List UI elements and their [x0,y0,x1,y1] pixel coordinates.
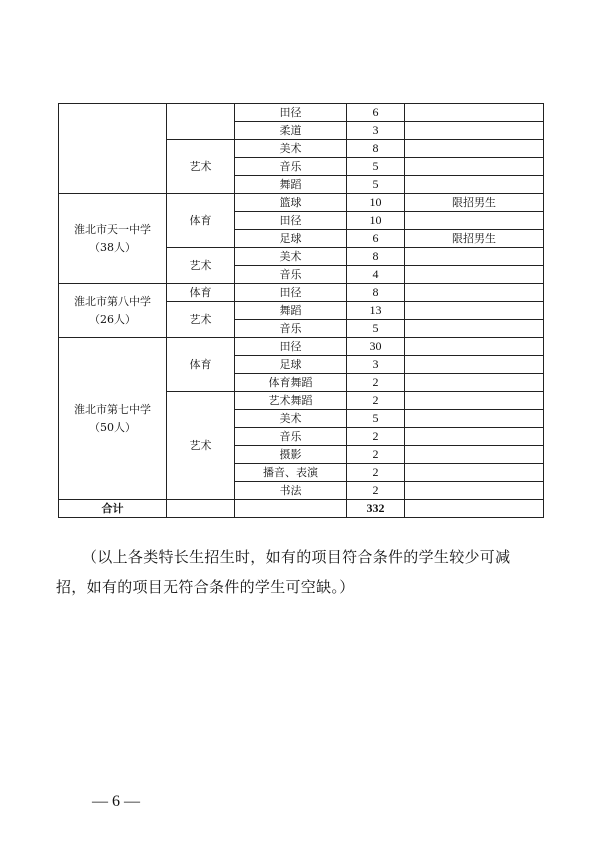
note-cell [405,140,544,158]
count-cell: 8 [347,248,405,266]
note-cell [405,212,544,230]
footnote-line-1: （以上各类特长生招生时，如有的项目符合条件的学生较少可减 [82,548,511,566]
note-cell [405,248,544,266]
item-cell: 篮球 [235,194,347,212]
note-cell [405,464,544,482]
table-row [59,338,544,356]
table-row [59,104,544,122]
item-cell: 艺术舞蹈 [235,392,347,410]
footnote-line-2: 招，如有的项目无符合条件的学生可空缺。） [56,578,355,596]
school-cell: 淮北市第七中学 （50人） [59,338,167,500]
count-cell: 30 [347,338,405,356]
item-cell: 播音、表演 [235,464,347,482]
count-cell: 5 [347,320,405,338]
empty-cell [405,500,544,518]
item-cell: 舞蹈 [235,302,347,320]
category-cell: 艺术 [167,302,235,338]
count-cell: 3 [347,356,405,374]
count-cell: 3 [347,122,405,140]
item-cell: 美术 [235,410,347,428]
item-cell: 田径 [235,338,347,356]
item-cell: 舞蹈 [235,176,347,194]
category-cell [167,104,235,140]
count-cell: 6 [347,230,405,248]
category-cell: 艺术 [167,392,235,500]
note-cell [405,482,544,500]
note-cell: 限招男生 [405,230,544,248]
count-cell: 2 [347,374,405,392]
count-cell: 2 [347,392,405,410]
enrollment-table [58,103,544,518]
footnote [56,542,552,602]
note-cell [405,410,544,428]
item-cell: 足球 [235,230,347,248]
count-cell: 8 [347,284,405,302]
category-cell: 体育 [167,338,235,392]
count-cell: 10 [347,194,405,212]
count-cell: 8 [347,140,405,158]
note-cell [405,266,544,284]
item-cell: 体育舞蹈 [235,374,347,392]
note-cell [405,320,544,338]
count-cell: 6 [347,104,405,122]
note-cell [405,446,544,464]
page-number: — 6 — [92,793,140,810]
count-cell: 13 [347,302,405,320]
item-cell: 田径 [235,212,347,230]
note-cell [405,284,544,302]
item-cell: 美术 [235,248,347,266]
item-cell: 音乐 [235,266,347,284]
category-cell: 艺术 [167,248,235,284]
count-cell: 5 [347,158,405,176]
item-cell: 美术 [235,140,347,158]
note-cell [405,302,544,320]
count-cell: 10 [347,212,405,230]
note-cell [405,428,544,446]
note-cell: 限招男生 [405,194,544,212]
note-cell [405,122,544,140]
school-cell: 淮北市天一中学 （38人） [59,194,167,284]
item-cell: 书法 [235,482,347,500]
item-cell: 摄影 [235,446,347,464]
note-cell [405,356,544,374]
school-cell: 淮北市第八中学 （26人） [59,284,167,338]
empty-cell [235,500,347,518]
note-cell [405,392,544,410]
item-cell: 足球 [235,356,347,374]
note-cell [405,104,544,122]
table-row [59,194,544,212]
note-cell [405,374,544,392]
total-row [59,500,544,518]
item-cell: 音乐 [235,428,347,446]
total-value: 332 [347,500,405,518]
item-cell: 柔道 [235,122,347,140]
school-cell [59,104,167,194]
count-cell: 2 [347,482,405,500]
note-cell [405,176,544,194]
count-cell: 4 [347,266,405,284]
count-cell: 2 [347,428,405,446]
item-cell: 音乐 [235,320,347,338]
item-cell: 田径 [235,284,347,302]
count-cell: 2 [347,464,405,482]
count-cell: 5 [347,410,405,428]
category-cell: 体育 [167,194,235,248]
empty-cell [167,500,235,518]
item-cell: 田径 [235,104,347,122]
note-cell [405,338,544,356]
note-cell [405,158,544,176]
category-cell: 艺术 [167,140,235,194]
category-cell: 体育 [167,284,235,302]
total-label: 合计 [59,500,167,518]
item-cell: 音乐 [235,158,347,176]
table-row [59,284,544,302]
count-cell: 5 [347,176,405,194]
count-cell: 2 [347,446,405,464]
